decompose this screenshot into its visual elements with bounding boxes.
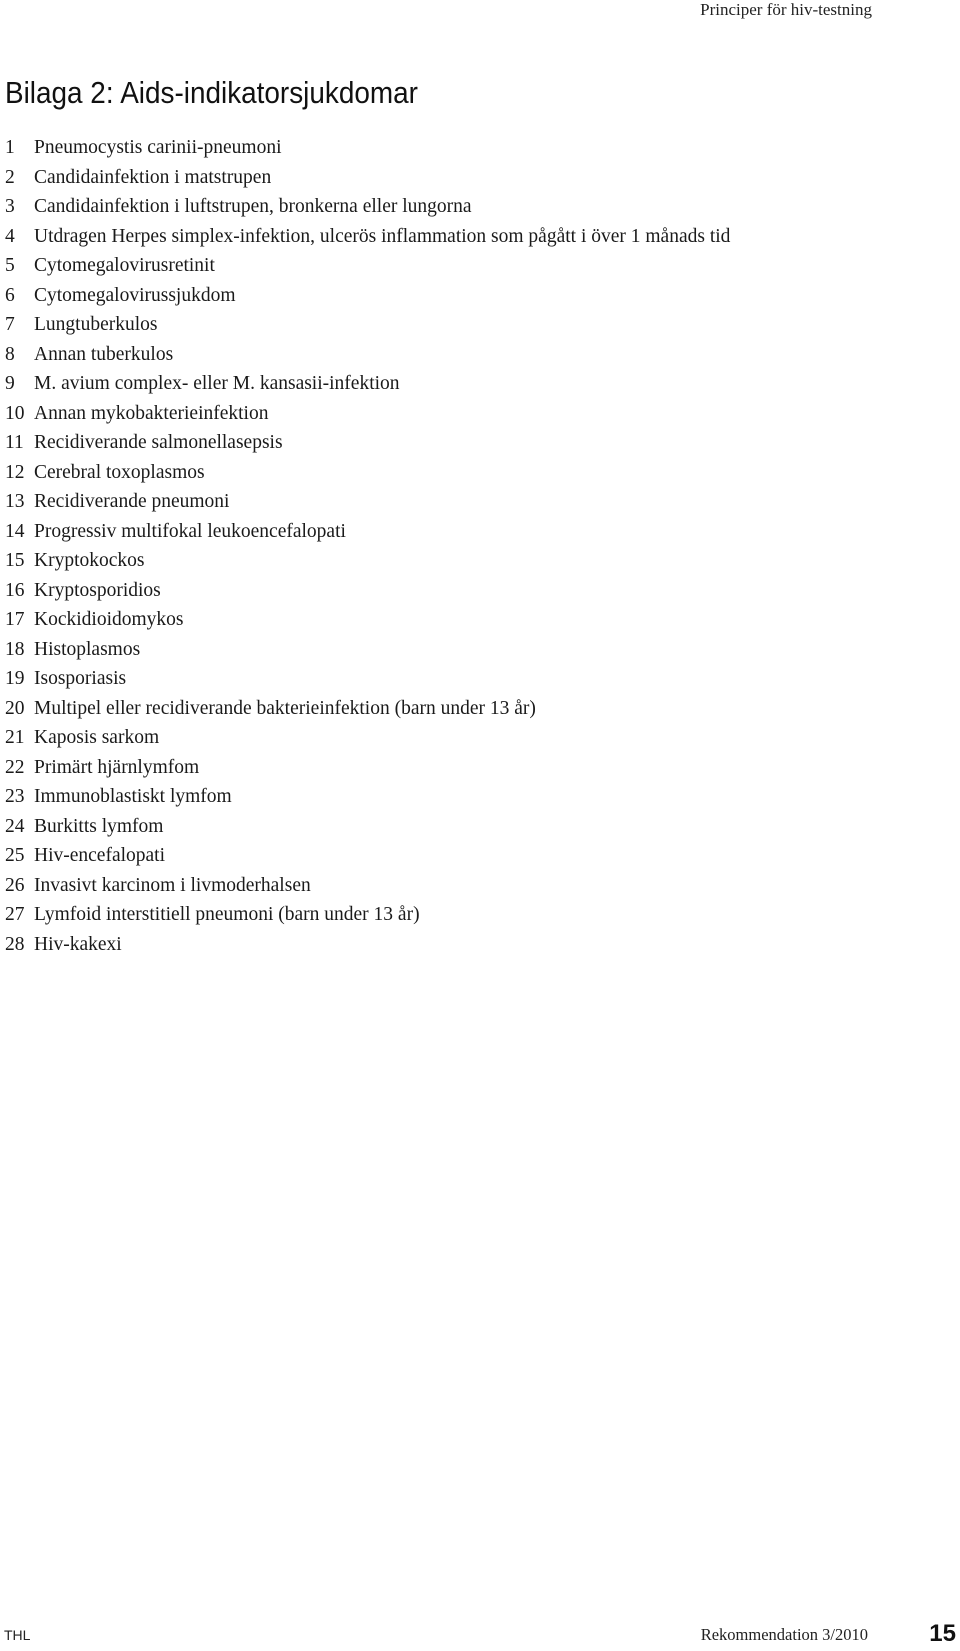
list-item <box>5 192 730 222</box>
item-text: Candidainfektion i luftstrupen, bronkerna eller lungorna <box>34 196 472 217</box>
item-text: Recidiverande pneumoni <box>34 491 230 512</box>
item-text: Recidiverande salmonellasepsis <box>34 432 283 453</box>
item-number: 10 <box>5 402 25 424</box>
list-item <box>5 546 730 576</box>
item-text: Candidainfektion i matstrupen <box>34 166 272 188</box>
item-number: 1 <box>5 137 15 158</box>
list-item <box>5 251 730 281</box>
item-number: 20 <box>5 697 25 719</box>
item-text: Histoplasmos <box>34 638 141 660</box>
list-item <box>5 163 730 193</box>
list-item <box>5 841 730 871</box>
item-number: 28 <box>5 933 25 955</box>
list-item <box>5 428 730 458</box>
footer-series: Rekommendation 3/2010 <box>700 1625 868 1644</box>
list-item <box>5 576 730 606</box>
item-number: 27 <box>5 904 25 925</box>
list-item <box>5 812 730 842</box>
item-text: Lymfoid interstitiell pneumoni (barn under 13 år) <box>34 904 420 925</box>
item-text: Hiv-kakexi <box>34 933 122 955</box>
item-text: Kryptosporidios <box>34 579 161 601</box>
list-item <box>5 517 730 547</box>
item-text: Lungtuberkulos <box>34 314 158 335</box>
list-item <box>5 487 730 517</box>
running-header: Principer för hiv-testning <box>700 0 872 19</box>
item-number: 22 <box>5 756 25 778</box>
list-item <box>5 753 730 783</box>
item-text: Isosporiasis <box>34 668 127 689</box>
list-item <box>5 222 730 252</box>
item-number: 16 <box>5 579 25 601</box>
item-text: Cytomegalovirussjukdom <box>34 284 236 306</box>
item-text: Progressiv multifokal leukoencefalopati <box>34 520 346 542</box>
list-item <box>5 694 730 724</box>
list-item <box>5 605 730 635</box>
item-text: Multipel eller recidiverande bakterieinfektion (barn under 13 år) <box>34 697 536 719</box>
item-number: 15 <box>5 550 25 571</box>
item-number: 8 <box>5 343 15 365</box>
item-text: Immunoblastiskt lymfom <box>34 786 232 807</box>
item-text: Kaposis sarkom <box>34 727 160 748</box>
item-text: Kockidioidomykos <box>34 609 184 630</box>
list-item <box>5 340 730 370</box>
item-text: Annan mykobakterieinfektion <box>34 402 269 424</box>
list-item <box>5 723 730 753</box>
list-item <box>5 635 730 665</box>
item-number: 21 <box>5 727 25 748</box>
list-item <box>5 900 730 930</box>
list-item <box>5 458 730 488</box>
list-item <box>5 310 730 340</box>
item-number: 7 <box>5 314 15 335</box>
item-text: Cerebral toxoplasmos <box>34 461 205 483</box>
item-text: Utdragen Herpes simplex-infektion, ulcerös inflammation som pågått i över 1 månads tid <box>34 225 731 247</box>
item-number: 6 <box>5 284 15 306</box>
item-number: 23 <box>5 786 25 807</box>
item-text: M. avium complex- eller M. kansasii-infektion <box>34 373 400 394</box>
list-item <box>5 871 730 901</box>
item-number: 24 <box>5 815 25 837</box>
item-number: 4 <box>5 225 15 247</box>
item-text: Pneumocystis carinii-pneumoni <box>34 137 282 158</box>
list-item <box>5 281 730 311</box>
item-number: 14 <box>5 520 25 542</box>
item-number: 18 <box>5 638 25 660</box>
item-number: 17 <box>5 609 25 630</box>
appendix-label: Bilaga 2: <box>5 75 114 110</box>
list-item <box>5 133 730 163</box>
item-text: Burkitts lymfom <box>34 815 164 837</box>
item-text: Hiv-encefalopati <box>34 845 166 866</box>
appendix-title: Aids-indikatorsjukdomar <box>120 75 418 110</box>
indicator-disease-list <box>5 133 730 959</box>
item-number: 3 <box>5 196 15 217</box>
page-number: 15 <box>929 1620 956 1647</box>
item-number: 9 <box>5 373 15 394</box>
item-text: Invasivt karcinom i livmoderhalsen <box>34 874 311 896</box>
item-number: 12 <box>5 461 25 483</box>
footer-publisher: THL <box>4 1627 31 1643</box>
item-number: 2 <box>5 166 15 188</box>
list-item <box>5 930 730 960</box>
list-item <box>5 782 730 812</box>
page-title <box>5 72 418 114</box>
item-number: 26 <box>5 874 25 896</box>
item-number: 11 <box>5 432 24 453</box>
item-number: 25 <box>5 845 25 866</box>
item-text: Annan tuberkulos <box>34 343 174 365</box>
item-text: Primärt hjärnlymfom <box>34 756 200 778</box>
page-footer <box>0 1620 960 1650</box>
item-text: Kryptokockos <box>34 550 145 571</box>
item-text: Cytomegalovirusretinit <box>34 255 215 276</box>
list-item <box>5 399 730 429</box>
item-number: 13 <box>5 491 25 512</box>
item-number: 19 <box>5 668 25 689</box>
list-item <box>5 369 730 399</box>
item-number: 5 <box>5 255 15 276</box>
list-item <box>5 664 730 694</box>
